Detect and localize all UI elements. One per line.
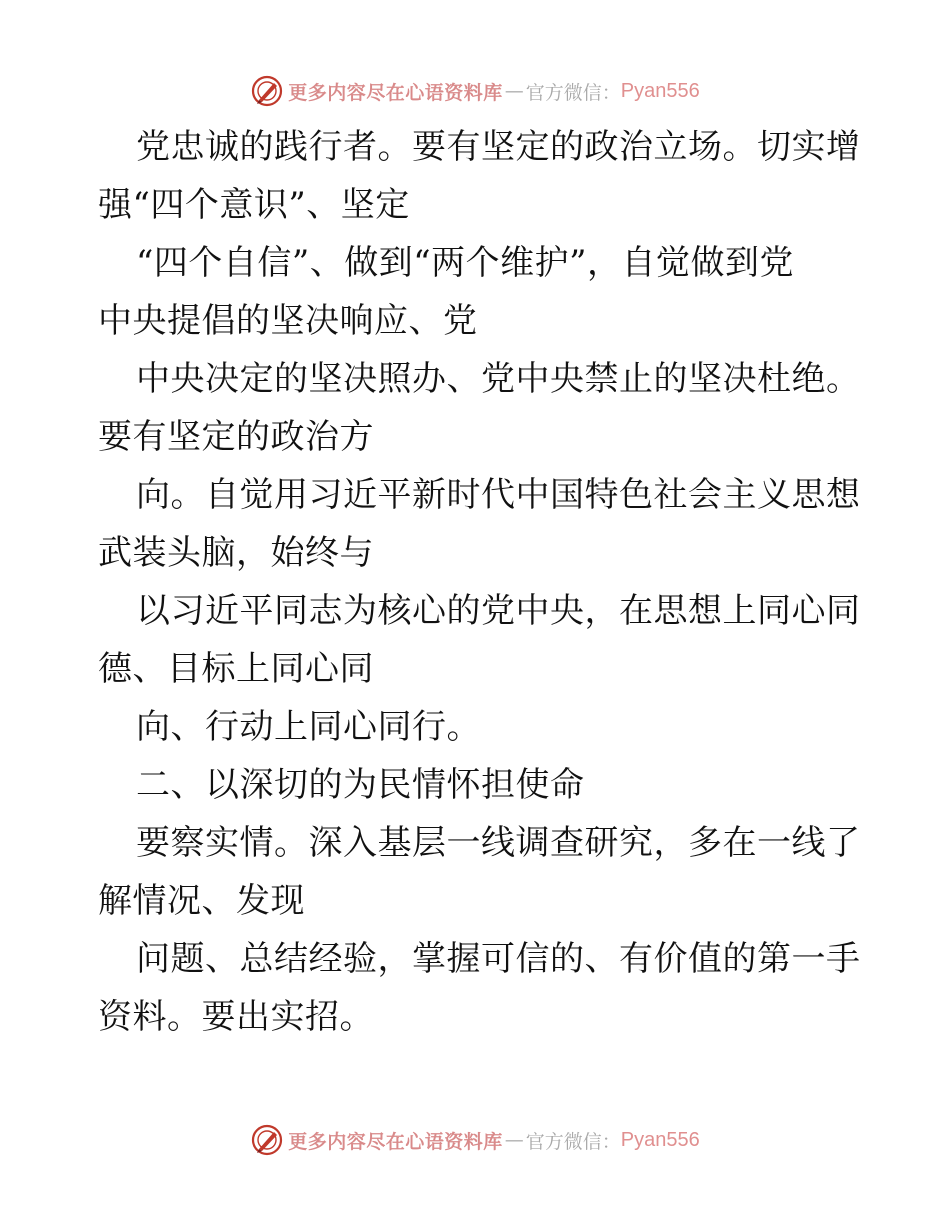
body-line: 武装头脑，始终与	[98, 533, 374, 573]
pen-logo-icon	[250, 74, 284, 108]
banner-dash: —	[504, 1129, 524, 1151]
section-heading: 二、以深切的为民情怀担使命	[136, 765, 585, 805]
body-line: 以习近平同志为核心的党中央，在思想上同心同	[136, 591, 861, 631]
banner-wechat-id: Pyan556	[620, 1128, 700, 1151]
body-line: 向、行动上同心同行。	[136, 707, 481, 747]
banner-wechat-label: 官方微信：	[525, 1130, 621, 1153]
body-line: 德、目标上同心同	[98, 649, 374, 689]
pen-logo-icon	[250, 1123, 284, 1157]
body-line: 问题、总结经验，掌握可信的、有价值的第一手	[136, 939, 861, 979]
body-line: 要察实情。深入基层一线调查研究，多在一线了	[136, 823, 861, 863]
body-line: 中央提倡的坚决响应、党	[98, 301, 478, 341]
banner-dash: —	[504, 80, 524, 102]
banner-wechat-id: Pyan556	[620, 79, 700, 102]
banner-site-text: 更多内容尽在心语资料库	[288, 81, 503, 104]
banner-site-text: 更多内容尽在心语资料库	[288, 1130, 503, 1153]
footer-watermark-banner	[0, 1120, 950, 1160]
body-line: 向。自觉用习近平新时代中国特色社会主义思想	[136, 475, 861, 515]
body-line: 解情况、发现	[98, 881, 305, 921]
body-line: 中央决定的坚决照办、党中央禁止的坚决杜绝。	[136, 359, 861, 399]
body-line: 强“四个意识”、坚定	[98, 185, 410, 225]
body-line: 党忠诚的践行者。要有坚定的政治立场。切实增	[136, 127, 861, 167]
banner-wechat-label: 官方微信：	[525, 81, 621, 104]
body-line: 要有坚定的政治方	[98, 417, 374, 457]
body-line: “四个自信”、做到“两个维护”，自觉做到党	[136, 243, 795, 283]
header-watermark-banner	[0, 71, 950, 111]
body-line: 资料。要出实招。	[98, 997, 374, 1037]
document-body	[98, 118, 861, 1046]
